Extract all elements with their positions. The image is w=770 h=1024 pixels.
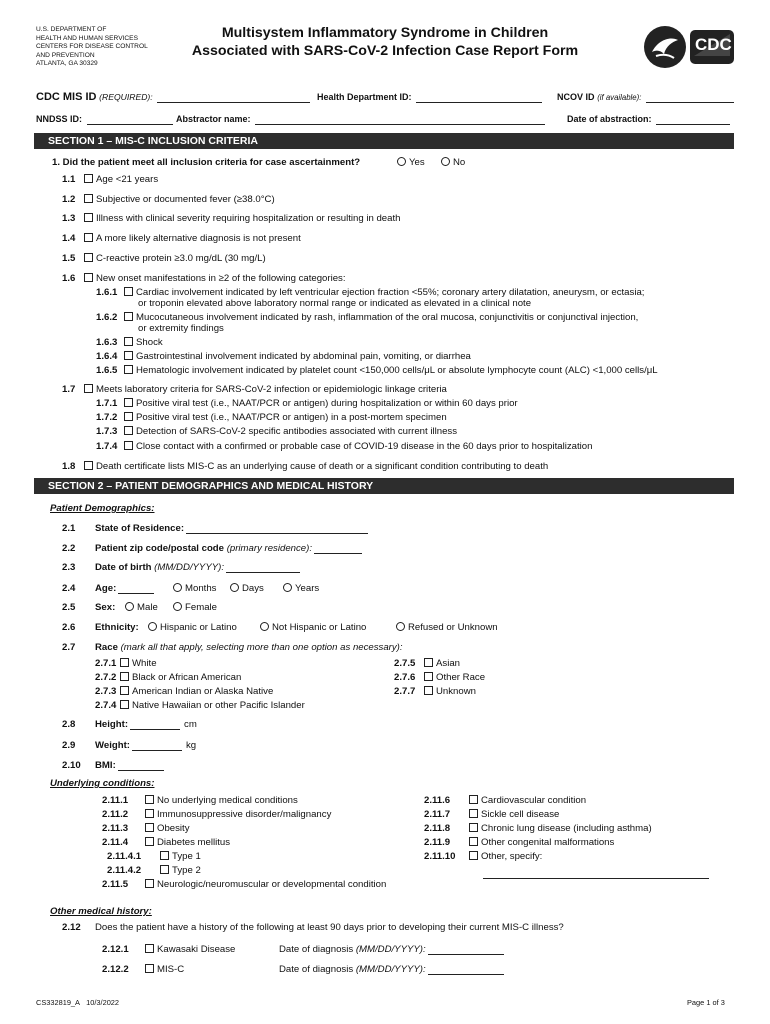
refused-radio[interactable]	[396, 622, 405, 631]
condition-label: Sickle cell disease	[481, 809, 560, 820]
field-num: 2.4	[62, 583, 76, 594]
field-num: 2.10	[62, 760, 81, 771]
health-dept-id-field[interactable]	[317, 92, 542, 103]
race-checkbox[interactable]	[424, 658, 433, 667]
criterion-checkbox[interactable]	[124, 312, 133, 321]
criterion-checkbox[interactable]	[124, 441, 133, 450]
field-bmi[interactable]	[62, 760, 164, 771]
age-years-option[interactable]	[283, 583, 319, 594]
ethnicity-not-hispanic-option[interactable]	[260, 622, 366, 633]
criterion-text: C-reactive protein ≥3.0 mg/dL (30 mg/L)	[96, 253, 266, 264]
question-text: Does the patient have a history of the following at least 90 days prior to developing their current MIS-C illness?	[95, 922, 564, 933]
field-height[interactable]	[62, 719, 197, 730]
criterion-checkbox[interactable]	[124, 337, 133, 346]
date-input-line[interactable]	[428, 945, 504, 955]
years-radio[interactable]	[283, 583, 292, 592]
field-ethnicity	[62, 622, 139, 633]
history-label: Kawasaki Disease	[157, 944, 236, 955]
race-option-american-indian[interactable]	[95, 686, 273, 697]
criterion-1-6[interactable]	[62, 273, 346, 284]
no-radio[interactable]	[441, 157, 450, 166]
race-option-other[interactable]	[394, 672, 485, 683]
condition-2-11-4[interactable]	[102, 837, 230, 848]
criterion-checkbox[interactable]	[84, 213, 93, 222]
criterion-num: 1.4	[62, 233, 76, 244]
field-num: 2.2	[62, 543, 76, 554]
logo-text: CDC	[695, 35, 732, 54]
condition-checkbox[interactable]	[145, 823, 154, 832]
q1-no-option[interactable]	[441, 157, 465, 168]
nndss-id-line[interactable]	[87, 115, 173, 125]
criterion-text: Positive viral test (i.e., NAAT/PCR or antigen) in a post-mortem specimen	[136, 412, 447, 423]
criterion-text: Subjective or documented fever (≥38.0°C)	[96, 194, 275, 205]
condition-checkbox[interactable]	[160, 851, 169, 860]
option-label: Unknown	[436, 686, 476, 697]
date-input-line[interactable]	[428, 965, 504, 975]
if-available-note: (if available):	[597, 93, 642, 102]
other-specify-line[interactable]	[483, 878, 709, 879]
condition-num: 2.11.1	[102, 795, 129, 806]
history-num: 2.12.1	[102, 944, 129, 955]
criterion-num: 1.7	[62, 384, 76, 395]
criterion-num: 1.2	[62, 194, 76, 205]
race-option-black[interactable]	[95, 672, 241, 683]
option-label: Black or African American	[132, 672, 242, 683]
option-label: Native Hawaiian or other Pacific Islander	[132, 700, 305, 711]
criterion-1-7-4[interactable]	[96, 441, 592, 452]
weight-input-line[interactable]	[132, 741, 182, 751]
condition-checkbox[interactable]	[160, 865, 169, 874]
race-option-unknown[interactable]	[394, 686, 476, 697]
agency-line: ATLANTA, GA 30329	[36, 60, 98, 68]
nndss-id-field[interactable]	[36, 114, 173, 125]
race-checkbox[interactable]	[120, 658, 129, 667]
criterion-text: Meets laboratory criteria for SARS-CoV-2 infection or epidemiologic linkage criteria	[96, 384, 447, 395]
history-checkbox[interactable]	[145, 944, 154, 953]
field-label: Patient zip code/postal code	[95, 543, 225, 554]
criterion-1-7-2[interactable]	[96, 412, 447, 423]
field-note: (mark all that apply, selecting more than one option as necessary):	[120, 642, 403, 653]
abstractor-name-field[interactable]	[176, 114, 545, 125]
condition-checkbox[interactable]	[469, 823, 478, 832]
yes-radio[interactable]	[397, 157, 406, 166]
q1-text: 1. Did the patient meet all inclusion criteria for case ascertainment?	[52, 157, 361, 168]
date-label: Date of diagnosis	[279, 964, 354, 975]
criterion-1-2[interactable]	[62, 194, 275, 205]
field-label: Age:	[95, 583, 117, 594]
patient-demographics-heading: Patient Demographics:	[50, 503, 155, 514]
criterion-text-continued: or troponin elevated above laboratory normal range or indicated as elevated in a clinical note	[138, 298, 532, 309]
criterion-1-3[interactable]	[62, 213, 401, 224]
criterion-text-continued: or extremity findings	[138, 323, 224, 334]
criterion-1-7-1[interactable]	[96, 398, 518, 409]
form-date: 10/3/2022	[86, 998, 120, 1007]
condition-checkbox[interactable]	[469, 851, 478, 860]
history-label: MIS-C	[157, 964, 185, 975]
option-label: White	[132, 658, 157, 669]
form-id: CS332819_A	[36, 998, 80, 1007]
option-label: Days	[242, 583, 264, 594]
condition-num: 2.11.7	[424, 809, 451, 820]
question-2-12	[62, 922, 564, 933]
condition-2-11-1[interactable]	[102, 795, 298, 806]
condition-checkbox[interactable]	[145, 879, 154, 888]
required-note: (REQUIRED):	[99, 92, 153, 102]
condition-2-11-5[interactable]	[102, 879, 386, 890]
criterion-num: 1.6.2	[96, 312, 118, 323]
field-label: Height:	[95, 719, 129, 730]
field-label: Sex:	[95, 602, 116, 613]
criterion-num: 1.6.3	[96, 337, 118, 348]
criterion-text: Illness with clinical severity requiring hospitalization or resulting in death	[96, 213, 401, 224]
race-option-pacific-islander[interactable]	[95, 700, 305, 711]
option-num: 2.7.7	[394, 686, 416, 697]
history-misc[interactable]	[102, 964, 184, 975]
not-hispanic-radio[interactable]	[260, 622, 269, 631]
criterion-text: Gastrointestinal involvement indicated by abdominal pain, vomiting, or diarrhea	[136, 351, 471, 362]
condition-checkbox[interactable]	[145, 795, 154, 804]
misc-date-field[interactable]	[279, 964, 504, 975]
date-note: (MM/DD/YYYY):	[355, 964, 426, 975]
criterion-num: 1.6.1	[96, 287, 118, 298]
agency-line: HEALTH AND HUMAN SERVICES	[36, 34, 138, 42]
q1-yes-option[interactable]	[397, 157, 425, 168]
criterion-num: 1.8	[62, 461, 76, 472]
field-date-of-birth[interactable]	[62, 562, 300, 573]
field-note: (primary residence):	[226, 543, 312, 554]
condition-num: 2.11.9	[424, 837, 451, 848]
condition-2-11-6[interactable]	[424, 795, 586, 806]
race-checkbox[interactable]	[120, 700, 129, 709]
criterion-1-4[interactable]	[62, 233, 301, 244]
condition-label: Immunosuppressive disorder/malignancy	[157, 809, 332, 820]
field-num: 2.8	[62, 719, 76, 730]
criterion-1-7-3[interactable]	[96, 426, 457, 437]
condition-label: Diabetes mellitus	[157, 837, 231, 848]
field-age[interactable]	[62, 583, 174, 594]
condition-2-11-2[interactable]	[102, 809, 331, 820]
condition-label: Chronic lung disease (including asthma)	[481, 823, 652, 834]
option-label: Male	[137, 602, 158, 613]
field-num: 2.7	[62, 642, 76, 653]
date-note: (MM/DD/YYYY):	[355, 944, 426, 955]
kawasaki-date-field[interactable]	[279, 944, 504, 955]
condition-2-11-4-1[interactable]	[107, 851, 201, 862]
field-num: 2.1	[62, 523, 76, 534]
title-line-2: Associated with SARS-CoV-2 Infection Case Report Form	[191, 43, 579, 59]
criterion-text: Age <21 years	[96, 174, 159, 185]
condition-label: Other congenital malformations	[481, 837, 615, 848]
condition-num: 2.11.5	[102, 879, 129, 890]
criterion-text: Close contact with a confirmed or probable case of COVID-19 disease in the 60 days prior to hospitalization	[136, 441, 593, 452]
race-option-asian[interactable]	[394, 658, 460, 669]
criterion-1-5[interactable]	[62, 253, 266, 264]
agency-line: CENTERS FOR DISEASE CONTROL	[36, 43, 148, 51]
height-input-line[interactable]	[130, 720, 180, 730]
criterion-text: Shock	[136, 337, 163, 348]
agency-block	[36, 26, 148, 69]
field-num: 2.5	[62, 602, 76, 613]
hispanic-radio[interactable]	[148, 622, 157, 631]
criterion-num: 1.7.3	[96, 426, 118, 437]
field-zip-code[interactable]	[62, 543, 362, 554]
unit-label: kg	[186, 740, 197, 751]
bmi-input-line[interactable]	[118, 761, 164, 771]
field-num: 2.6	[62, 622, 76, 633]
criterion-text: Cardiac involvement indicated by left ventricular ejection fraction <55%; coronary artery dilatation, aneurysm, or ectasia;	[136, 287, 645, 298]
option-num: 2.7.6	[394, 672, 416, 683]
title-line-1: Multisystem Inflammatory Syndrome in Children	[221, 25, 549, 41]
condition-num: 2.11.4.2	[107, 865, 142, 876]
sex-female-option[interactable]	[173, 602, 217, 613]
health-dept-id-line[interactable]	[416, 93, 542, 103]
date-label: Date of diagnosis	[279, 944, 354, 955]
option-label: Refused or Unknown	[408, 622, 498, 633]
cdc-mis-id-line[interactable]	[157, 93, 310, 103]
field-label: Ethnicity:	[95, 622, 139, 633]
ethnicity-refused-option[interactable]	[396, 622, 498, 633]
field-note: (MM/DD/YYYY):	[154, 562, 224, 573]
ncov-id-field[interactable]	[557, 92, 734, 103]
criterion-num: 1.1	[62, 174, 76, 185]
option-label: Female	[185, 602, 217, 613]
criterion-checkbox[interactable]	[84, 233, 93, 242]
male-radio[interactable]	[125, 602, 134, 611]
months-radio[interactable]	[173, 583, 182, 592]
criterion-text: Positive viral test (i.e., NAAT/PCR or antigen) during hospitalization or within 60 days prior	[136, 398, 518, 409]
cdc-mis-id-label: CDC MIS ID	[36, 91, 97, 103]
condition-label: No underlying medical conditions	[157, 795, 298, 806]
yes-label: Yes	[409, 157, 425, 168]
criterion-checkbox[interactable]	[84, 461, 93, 470]
female-radio[interactable]	[173, 602, 182, 611]
no-label: No	[453, 157, 466, 168]
criterion-text: Mucocutaneous involvement indicated by rash, inflammation of the oral mucosa, conjunctivitis or conjunctival injection,	[136, 312, 639, 323]
sex-male-option[interactable]	[125, 602, 158, 613]
option-label: Years	[295, 583, 320, 594]
race-checkbox[interactable]	[424, 672, 433, 681]
condition-label: Obesity	[157, 823, 190, 834]
age-months-option[interactable]	[173, 583, 216, 594]
condition-checkbox[interactable]	[469, 837, 478, 846]
condition-label: Type 2	[172, 865, 201, 876]
field-label: Race	[95, 642, 118, 653]
option-label: Other Race	[436, 672, 486, 683]
cdc-logo	[642, 24, 738, 70]
unit-label: cm	[184, 719, 197, 730]
field-weight[interactable]	[62, 740, 196, 751]
criterion-checkbox[interactable]	[124, 412, 133, 421]
criterion-text: Hematologic involvement indicated by platelet count <150,000 cells/μL or absolute lymphocyte count (ALC) <1,000 cells/μL	[136, 365, 658, 376]
condition-num: 2.11.4.1	[107, 851, 142, 862]
field-num: 2.12	[62, 922, 81, 933]
condition-num: 2.11.4	[102, 837, 129, 848]
criterion-1-6-4[interactable]	[96, 351, 471, 362]
race-checkbox[interactable]	[120, 672, 129, 681]
criterion-1-6-2[interactable]	[96, 312, 638, 323]
nndss-id-label: NNDSS ID:	[36, 114, 83, 124]
option-num: 2.7.2	[95, 672, 117, 683]
criterion-checkbox[interactable]	[124, 398, 133, 407]
section1-header: SECTION 1 – MIS-C INCLUSION CRITERIA	[34, 133, 734, 149]
field-num: 2.9	[62, 740, 76, 751]
criterion-num: 1.5	[62, 253, 76, 264]
abstractor-name-label: Abstractor name:	[176, 114, 251, 124]
state-input-line[interactable]	[186, 524, 368, 534]
condition-num: 2.11.6	[424, 795, 451, 806]
date-of-abstraction-field[interactable]	[567, 114, 730, 125]
footer-form-id	[36, 998, 119, 1007]
form-title	[180, 24, 590, 60]
condition-label: Neurologic/neuromuscular or developmental condition	[157, 879, 387, 890]
dob-input-line[interactable]	[226, 563, 300, 573]
condition-num: 2.11.10	[424, 851, 456, 862]
criterion-checkbox[interactable]	[84, 253, 93, 262]
field-state-of-residence[interactable]	[62, 523, 368, 534]
condition-label: Other, specify:	[481, 851, 543, 862]
criterion-text: Death certificate lists MIS-C as an underlying cause of death or a significant condition contributing to death	[96, 461, 549, 472]
condition-2-11-8[interactable]	[424, 823, 652, 834]
condition-num: 2.11.3	[102, 823, 129, 834]
criterion-1-6-1[interactable]	[96, 287, 644, 298]
criterion-1-6-3[interactable]	[96, 337, 163, 348]
criterion-checkbox[interactable]	[84, 384, 93, 393]
option-label: Not Hispanic or Latino	[272, 622, 367, 633]
ethnicity-hispanic-option[interactable]	[148, 622, 237, 633]
criterion-1-8[interactable]	[62, 461, 548, 472]
condition-label: Type 1	[172, 851, 201, 862]
condition-num: 2.11.8	[424, 823, 451, 834]
age-input-line[interactable]	[118, 584, 154, 594]
criterion-checkbox[interactable]	[84, 273, 93, 282]
criterion-1-6-5[interactable]	[96, 365, 658, 376]
criterion-num: 1.3	[62, 213, 76, 224]
criterion-num: 1.7.4	[96, 441, 118, 452]
condition-2-11-9[interactable]	[424, 837, 614, 848]
condition-label: Cardiovascular condition	[481, 795, 587, 806]
option-num: 2.7.5	[394, 658, 416, 669]
option-label: Months	[185, 583, 217, 594]
ncov-id-label: NCOV ID	[557, 92, 595, 102]
option-num: 2.7.4	[95, 700, 117, 711]
health-dept-id-label: Health Department ID:	[317, 92, 412, 102]
criterion-checkbox[interactable]	[84, 194, 93, 203]
criterion-num: 1.7.1	[96, 398, 118, 409]
criterion-text: New onset manifestations in ≥2 of the following categories:	[96, 273, 346, 284]
race-option-white[interactable]	[95, 658, 157, 669]
criterion-checkbox[interactable]	[124, 287, 133, 296]
age-days-option[interactable]	[230, 583, 264, 594]
other-medical-history-heading: Other medical history:	[50, 906, 152, 917]
footer-page-number: Page 1 of 3	[687, 998, 725, 1007]
race-checkbox[interactable]	[424, 686, 433, 695]
criterion-num: 1.6.4	[96, 351, 118, 362]
history-kawasaki[interactable]	[102, 944, 235, 955]
condition-2-11-4-2[interactable]	[107, 865, 201, 876]
criterion-num: 1.6.5	[96, 365, 118, 376]
race-checkbox[interactable]	[120, 686, 129, 695]
condition-checkbox[interactable]	[145, 809, 154, 818]
agency-line: AND PREVENTION	[36, 51, 95, 59]
section2-header: SECTION 2 – PATIENT DEMOGRAPHICS AND MEDICAL HISTORY	[34, 478, 734, 494]
criterion-num: 1.6	[62, 273, 76, 284]
field-sex	[62, 602, 115, 613]
field-label: Date of birth	[95, 562, 152, 573]
condition-2-11-10[interactable]	[424, 851, 542, 862]
option-label: Asian	[436, 658, 460, 669]
condition-2-11-7[interactable]	[424, 809, 559, 820]
history-checkbox[interactable]	[145, 964, 154, 973]
criterion-checkbox[interactable]	[124, 365, 133, 374]
date-of-abstraction-line[interactable]	[656, 115, 730, 125]
days-radio[interactable]	[230, 583, 239, 592]
date-of-abstraction-label: Date of abstraction:	[567, 114, 652, 124]
ncov-id-line[interactable]	[646, 93, 734, 103]
criterion-text: A more likely alternative diagnosis is not present	[96, 233, 301, 244]
condition-checkbox[interactable]	[469, 809, 478, 818]
condition-checkbox[interactable]	[469, 795, 478, 804]
agency-line: U.S. DEPARTMENT OF	[36, 26, 107, 33]
criterion-checkbox[interactable]	[124, 426, 133, 435]
history-num: 2.12.2	[102, 964, 129, 975]
criterion-1-7[interactable]	[62, 384, 447, 395]
option-label: American Indian or Alaska Native	[132, 686, 274, 697]
abstractor-name-line[interactable]	[255, 115, 545, 125]
field-label: Weight:	[95, 740, 130, 751]
field-num: 2.3	[62, 562, 76, 573]
zip-input-line[interactable]	[314, 544, 362, 554]
option-label: Hispanic or Latino	[160, 622, 237, 633]
condition-checkbox[interactable]	[145, 837, 154, 846]
field-race	[62, 642, 403, 653]
condition-num: 2.11.2	[102, 809, 129, 820]
option-num: 2.7.1	[95, 658, 117, 669]
criterion-1-1[interactable]	[62, 174, 158, 185]
criterion-checkbox[interactable]	[124, 351, 133, 360]
underlying-conditions-heading: Underlying conditions:	[50, 778, 155, 789]
criterion-checkbox[interactable]	[84, 174, 93, 183]
option-num: 2.7.3	[95, 686, 117, 697]
cdc-mis-id-field[interactable]	[36, 91, 310, 103]
condition-2-11-3[interactable]	[102, 823, 190, 834]
criterion-text: Detection of SARS-CoV-2 specific antibodies associated with current illness	[136, 426, 458, 437]
field-label: State of Residence:	[95, 523, 185, 534]
criterion-num: 1.7.2	[96, 412, 118, 423]
field-label: BMI:	[95, 760, 116, 771]
